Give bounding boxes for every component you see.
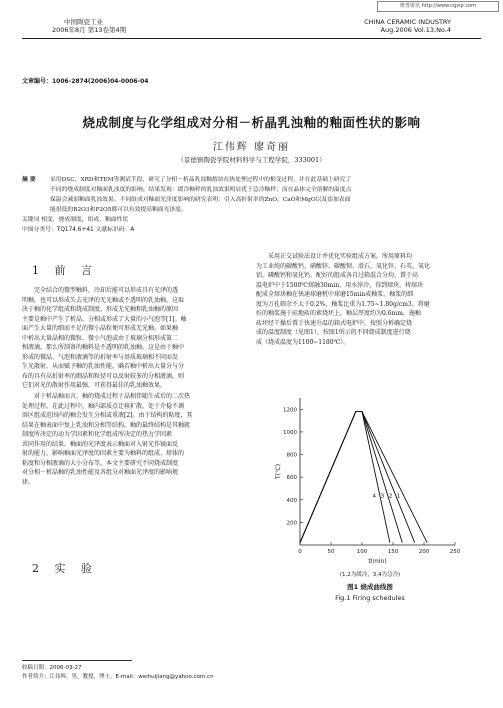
journal-header-left — [52, 18, 126, 34]
abstract — [22, 175, 482, 235]
text-line: 射的能力，影响釉面光泽度的因素主要为釉料的组成、熔体的 — [22, 450, 185, 457]
series-label: 2 — [388, 493, 393, 500]
text-line: 度为万孔筛余不大于0.2%，釉浆比重为1.75~1.80g/cm3。将磨 — [256, 300, 430, 308]
chart-series-labels — [373, 494, 401, 500]
classification: 中图分类号：TQ174.6+41 文献标识码：A — [22, 227, 135, 233]
text-line: 面产生大量的细而不足的微小晶粒便可形成无光釉。如果釉 — [22, 325, 179, 332]
schedule-line-4 — [300, 412, 390, 543]
text-line: 溶区组成范围内的釉会发生分相或重液[2]。由于结构的粘度，其 — [22, 412, 193, 419]
text-line: 为工业纯的碳酸钙、硝酸锌、碳酸钡、滑石、氧化锌、石英、氧化 — [256, 262, 431, 270]
y-tick-label: 1000 — [283, 429, 297, 436]
figure-caption-cn: 图1 烧成曲线图 — [347, 583, 393, 591]
series-label: 1 — [396, 493, 401, 500]
abstract-label: 摘 要 — [22, 177, 36, 183]
text-line: 温电炉中于1500℃熔融30min，用水淬冷，得到熔块。将熔块 — [256, 281, 424, 289]
x-tick-label: 200 — [418, 549, 430, 555]
chart-legend-note: (1,2为缓冷，3,4为急冷) — [339, 572, 401, 578]
text-line: 好的釉浆施于硅地砖的素烧坯上，釉层厚度约为0.6mm，施釉 — [256, 310, 421, 317]
footnote — [22, 664, 214, 682]
intro-paragraph-2 — [22, 392, 244, 487]
text-line: 采用正交试验法设计并优化实验组成方案。所用原料均 — [268, 253, 413, 260]
x-tick-label: 100 — [356, 549, 368, 555]
watermark: 维普资讯 http://www.cqvip.com — [377, 1, 499, 12]
schedule-line-1 — [300, 412, 427, 543]
series-label: 4 — [372, 493, 377, 500]
text-line: 主要是釉中产生了析晶、分相或形成了大量的小气泡等[1]。釉 — [22, 315, 187, 323]
y-tick-label: 1200 — [283, 407, 297, 414]
keywords: 关键词 相变，烧成制度，组成，釉面性状 — [22, 217, 129, 223]
section-heading-experiment: 2 实 验 — [32, 562, 98, 575]
x-tick-label: 150 — [387, 549, 399, 555]
received-date: 收稿日期：2006-03-27 — [22, 665, 82, 671]
text-line: 粘度和分相液滴的大小分布等。本文主要研究不同烧成制度 — [22, 459, 179, 467]
text-line: 布的具有高折射率的细晶和粒径可以反射较多的分相液滴，则 — [22, 372, 185, 380]
x-axis-label: t(min) — [368, 558, 387, 565]
y-tick-label: 600 — [286, 475, 297, 482]
author-info: 作者简介：江伟辉，男，教授，博士。E-mail：weihuijiang@yahoo.com.cn — [22, 674, 214, 680]
journal-issue: 2006年8月 第13卷第4期 — [52, 26, 127, 34]
text-line: 相液滴，那么所制备的釉料是不透明的乳浊釉。这是由于釉中 — [22, 344, 185, 351]
text-line: 明釉，也可以形成失去光泽的无光釉或不透明的乳浊釉，这取 — [22, 296, 185, 304]
abstract-line: 采用DSC、XRD和TEM等测试手段，研究了分相－析晶乳浊釉熔块在热处理过程中的相变过程，并在此基础上研究了 — [50, 177, 352, 183]
abstract-line: 保温会减弱釉面乳浊效果。不同组成对釉面光泽度影响的研究表明：引入高折射率的ZnO、CaO和MgO以及添加表面 — [50, 197, 351, 203]
text-line: 律。 — [22, 478, 35, 486]
article-number: 文章编号：1006-2874(2006)04-0006-04 — [22, 78, 149, 85]
paper-title: 烧成制度与化学组成对分相－析晶乳浊釉的釉面性状的影响 — [82, 115, 421, 130]
series-label: 3 — [380, 493, 385, 500]
figure-caption-en: Fig.1 Firing schedules — [335, 594, 405, 602]
text-line: 成的温度制度（见图1），按图1所示的不同烧成制度进行烧 — [256, 329, 411, 336]
abstract-line: 能很低的B2O3和P2O5都可以有效提高釉面光泽度。 — [50, 207, 187, 213]
schedule-line-3 — [300, 412, 402, 543]
text-line: 共同作用的结果。釉面的光泽度表示釉面对入射光作镜面反 — [22, 440, 179, 448]
chart-series-group — [300, 412, 427, 543]
paper-authors: 江伟辉 廖奇丽 — [212, 142, 291, 153]
footnote-rule — [22, 660, 132, 661]
paper-affiliation: （景德镇陶瓷学院材料科学与工程学院，333001） — [177, 156, 326, 164]
text-line: 对分相－析晶釉的乳浊性能及各组分对釉面光泽度的影响规 — [22, 469, 179, 476]
section-heading-intro: 1 前 言 — [32, 264, 98, 277]
x-tick-label: 50 — [327, 549, 335, 555]
text-line: 结果在釉表面中复上乳浊和分相等结构，釉的最终结构是其釉就 — [22, 421, 191, 429]
text-line: 成（烧成温度为1100~1180℃）。 — [256, 338, 350, 346]
y-axis-label: T(℃) — [275, 463, 282, 480]
x-tick-label: 250 — [449, 549, 461, 555]
journal-issue-en: Aug.2006 Vol.13,No.4 — [380, 26, 451, 34]
text-line: 制度所决定的动力学因素和化学组成所决定的热力学因素 — [22, 431, 173, 438]
y-tick-label: 200 — [286, 520, 297, 527]
text-line: 生光散射，从而赋予釉的乳浊性能。确若釉中析出大量分与分 — [22, 363, 185, 370]
schedule-line-2 — [300, 412, 415, 543]
journal-header-right — [364, 18, 451, 34]
text-line: 处理过程。在此过程中，釉内部质点迁移扩散，处于介稳不调 — [22, 402, 185, 410]
journal-name-en: CHINA CERAMIC INDUSTRY — [364, 18, 451, 26]
text-line: 砖坯经干燥后置于快速升温的箱式电炉中，按照分析确定烧 — [256, 319, 413, 327]
intro-paragraph-1 — [22, 286, 244, 391]
text-line: 中析出大量晶相的微粒、微小气泡或由于玻璃分相形成第二 — [22, 334, 179, 342]
experiment-paragraph — [256, 252, 482, 347]
journal-name: 中国陶瓷工业 — [64, 18, 103, 26]
header-rule — [22, 38, 481, 39]
text-line: 对于析晶釉而言，釉的烧成过程于晶相伴随生成后的二次热 — [34, 393, 191, 400]
text-line: 配成全熔块釉在快速球磨机中球磨15min成釉浆，釉浆的细 — [256, 291, 414, 298]
text-line: 形成的微晶、气泡和液滴等的折射率与基质玻璃相不同而发 — [22, 353, 179, 361]
y-tick-label: 400 — [286, 497, 297, 504]
x-tick-label: 0 — [298, 549, 302, 555]
text-line: 铝、磷酸钙和氧化钙，配好的组成各自过筛混合分均，置于高 — [256, 272, 419, 279]
text-line: 它们对光的散射作用最强，可获得最佳的乳浊釉效果。 — [22, 382, 167, 389]
y-tick-label: 800 — [286, 452, 297, 459]
text-line: 完全结合的微型釉料，冷却后能可以形成具有光泽的透 — [34, 287, 179, 294]
text-line: 决于釉的化学组成和烧成制度。形成无光釉和乳浊釉的原因 — [22, 306, 179, 313]
abstract-line: 不同的烧成制度对釉面乳浊度的影响。结果发现：缓冷釉样的乳浊效果明显优于急冷釉样；而在晶体完全溶解的温度点 — [50, 187, 352, 193]
firing-schedule-chart — [270, 390, 470, 570]
